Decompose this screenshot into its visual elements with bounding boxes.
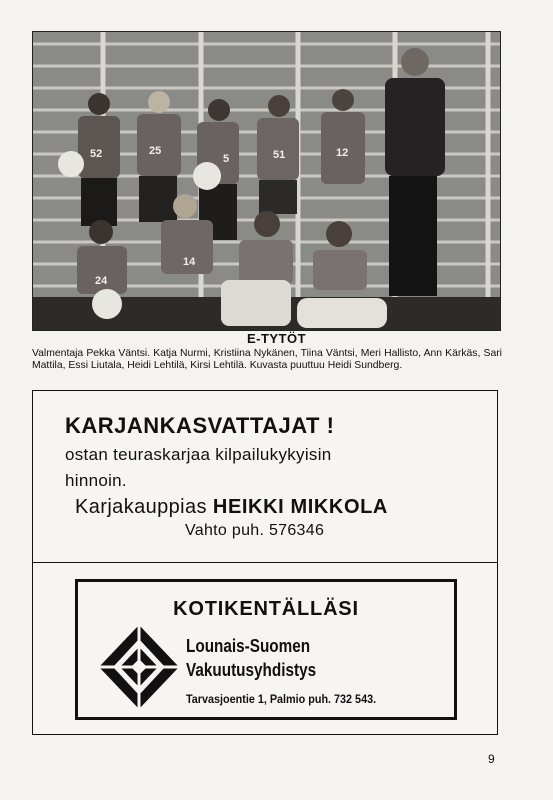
ad-text-line: ostan teuraskarjaa kilpailukykyisin <box>65 445 332 464</box>
page-number: 9 <box>488 752 495 766</box>
ad-merchant-title: Karjakauppias <box>75 496 213 518</box>
caption-text: Valmentaja Pekka Väntsi. Katja Nurmi, Kristiina Nykänen, Tiina Väntsi, Meri Hallisto, Ann Kärkäs, Sari Mattila, Essi Liutala, Heidi Lehtilä, Kirsi Lehtilä. Kuvasta puuttuu Heidi Sundberg. <box>32 348 502 371</box>
jersey-number: 12 <box>336 147 349 159</box>
team-photo <box>32 31 501 331</box>
jersey-number: 52 <box>90 148 103 160</box>
jersey-number: 51 <box>273 149 286 161</box>
ad-inner-frame <box>75 579 457 720</box>
caption-title: E-TYTÖT <box>246 331 307 346</box>
ad-text-line: hinnoin. <box>65 471 127 490</box>
ad-headline: KOTIKENTÄLLÄSI <box>173 598 359 620</box>
team-photo-illustration <box>33 32 500 330</box>
jersey-number: 25 <box>149 145 162 157</box>
karjankasvattajat-ad <box>32 390 498 563</box>
ad-merchant-name: HEIKKI MIKKOLA <box>212 496 388 518</box>
org-name-line: Vakuutusyhdistys <box>186 660 317 680</box>
jersey-number: 24 <box>95 275 108 287</box>
org-address: Tarvasjoentie 1, Palmio puh. 732 543. <box>186 692 377 706</box>
jersey-number: 5 <box>223 153 230 165</box>
diamond-logo-icon <box>99 625 179 709</box>
org-name-line: Lounais-Suomen <box>186 636 311 656</box>
ad-headline: KARJANKASVATTAJAT ! <box>65 413 335 438</box>
ad-phone: Vahto puh. 576346 <box>185 522 325 539</box>
ad-merchant-line <box>75 496 388 519</box>
vakuutusyhdistys-ad <box>32 562 498 735</box>
jersey-number: 14 <box>183 256 196 268</box>
